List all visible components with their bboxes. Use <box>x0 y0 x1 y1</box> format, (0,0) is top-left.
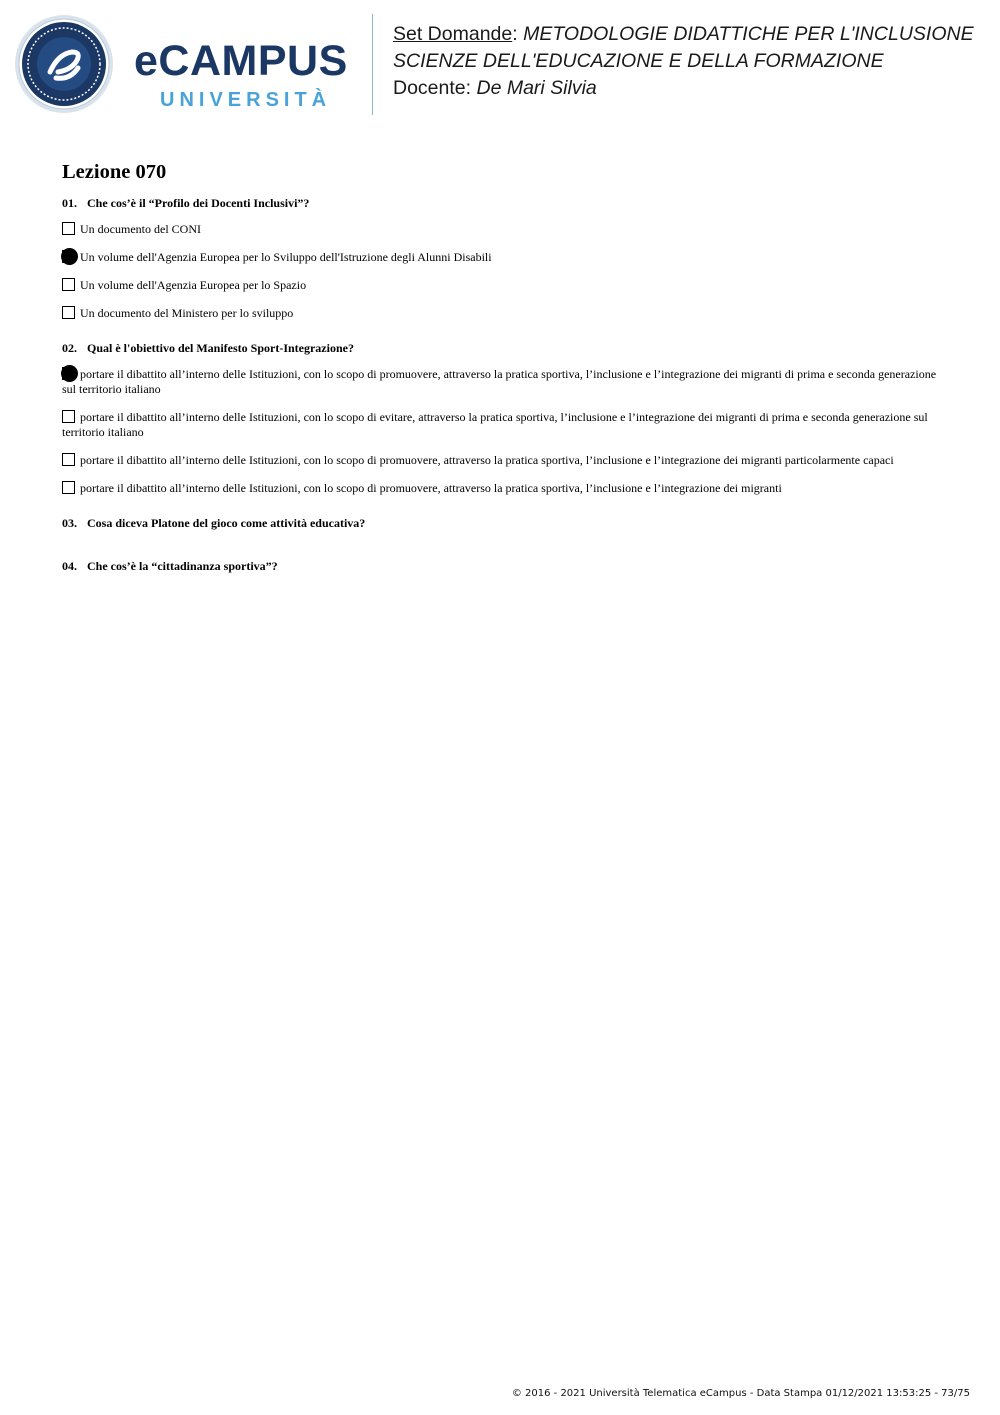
wordmark-top: eCAMPUS <box>134 37 348 85</box>
answer-checkbox[interactable] <box>62 222 75 235</box>
set-label: Set Domande <box>393 23 513 45</box>
answer-option[interactable] <box>62 306 952 321</box>
answer-option[interactable] <box>62 222 952 237</box>
answer-option[interactable] <box>62 410 952 440</box>
docente-name: De Mari Silvia <box>476 77 597 99</box>
answer-checkbox[interactable] <box>62 453 75 466</box>
set-line: Set Domande: METODOLOGIE DIDATTICHE PER L'INCLUSIONE <box>393 23 974 45</box>
question-text: Che cos’è la “cittadinanza sportiva”? <box>87 559 278 573</box>
answer-checkbox[interactable] <box>62 306 75 319</box>
question-2 <box>62 341 952 496</box>
page-footer: © 2016 - 2021 Università Telematica eCampus - Data Stampa 01/12/2021 13:53:25 - 73/75 <box>511 1388 970 1399</box>
header-divider <box>372 14 373 115</box>
question-number: 04. <box>62 559 77 573</box>
question-text: Qual è l'obiettivo del Manifesto Sport-Integrazione? <box>87 341 354 355</box>
course-name: SCIENZE DELL'EDUCAZIONE E DELLA FORMAZIONE <box>393 50 884 72</box>
question-title <box>62 559 952 574</box>
selected-mark-icon <box>61 365 78 382</box>
question-4 <box>62 559 952 574</box>
question-number: 03. <box>62 516 77 530</box>
header-info <box>393 21 974 102</box>
question-title <box>62 196 952 211</box>
answer-text: Un documento del CONI <box>80 222 201 236</box>
answer-text: portare il dibattito all’interno delle Istituzioni, con lo scopo di evitare, attraverso la pratica sportiva, l’inclusione e l’integrazione dei migranti di prima e seconda generazione sul territorio italiano <box>62 410 928 439</box>
selected-mark-icon <box>61 248 78 265</box>
question-number: 01. <box>62 196 77 210</box>
answer-checkbox[interactable] <box>62 481 75 494</box>
answer-option[interactable] <box>62 250 952 265</box>
question-number: 02. <box>62 341 77 355</box>
answer-text: portare il dibattito all’interno delle Istituzioni, con lo scopo di promuovere, attraverso la pratica sportiva, l’inclusione e l’integrazione dei migranti particolarmente capaci <box>80 453 894 467</box>
answer-option[interactable] <box>62 453 952 468</box>
question-text: Che cos’è il “Profilo dei Docenti Inclusivi”? <box>87 196 310 210</box>
answer-checkbox[interactable] <box>62 410 75 423</box>
answer-text: Un volume dell'Agenzia Europea per lo Spazio <box>80 278 307 292</box>
question-text: Cosa diceva Platone del gioco come attività educativa? <box>87 516 366 530</box>
lesson-title: Lezione 070 <box>62 161 167 183</box>
answer-option[interactable] <box>62 278 952 293</box>
question-set <box>62 161 952 602</box>
answer-text: portare il dibattito all’interno delle Istituzioni, con lo scopo di promuovere, attraverso la pratica sportiva, l’inclusione e l’integrazione dei migranti <box>80 481 782 495</box>
question-1 <box>62 196 952 321</box>
ecampus-wordmark <box>134 37 348 112</box>
answer-checkbox[interactable] <box>62 278 75 291</box>
ecampus-seal-logo <box>14 14 114 114</box>
answer-option[interactable] <box>62 481 952 496</box>
question-3 <box>62 516 952 531</box>
docente-label: Docente: <box>393 77 472 99</box>
question-title <box>62 341 952 356</box>
answer-text: Un documento del Ministero per lo sviluppo <box>80 306 294 320</box>
wordmark-bottom: UNIVERSITÀ <box>160 89 332 111</box>
answer-text: Un volume dell'Agenzia Europea per lo Sviluppo dell'Istruzione degli Alunni Disabili <box>80 250 492 264</box>
question-title <box>62 516 952 531</box>
answer-option[interactable] <box>62 367 952 397</box>
docente-line <box>393 75 974 102</box>
set-title: METODOLOGIE DIDATTICHE PER L'INCLUSIONE <box>523 23 974 45</box>
course-line <box>393 48 974 75</box>
answer-text: portare il dibattito all’interno delle Istituzioni, con lo scopo di promuovere, attraverso la pratica sportiva, l’inclusione e l’integrazione dei migranti di prima e seconda generazione sul territorio italiano <box>62 367 937 396</box>
